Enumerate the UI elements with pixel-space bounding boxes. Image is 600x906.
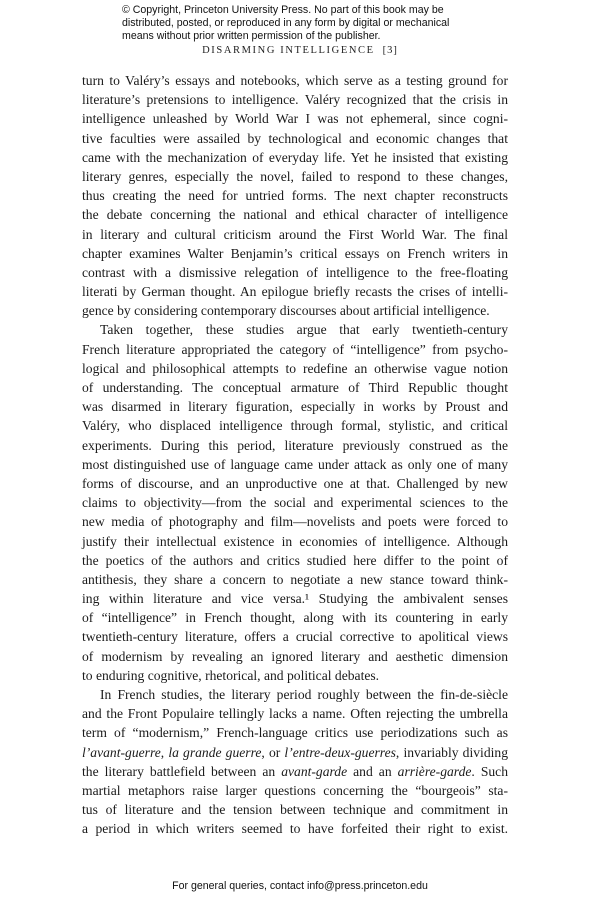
text-line: was disarmed in literary figuration, especially in works by Proust and — [82, 399, 508, 415]
copyright-line: distributed, posted, or reproduced in any form by digital or mechanical — [122, 17, 450, 29]
text-line: most distinguished use of language came under attack as only one of many — [82, 456, 508, 472]
footer-contact: For general queries, contact info@press.princeton.edu — [172, 880, 428, 892]
text-line: of “intelligence” in French thought, along with its countering in early — [82, 610, 508, 626]
text-line: literary genres, especially the novel, failed to respond to these changes, — [82, 168, 508, 184]
text-line: gence by considering contemporary discourses about artificial intelligence. — [82, 303, 490, 319]
text-line: to enduring cognitive, rhetorical, and political debates. — [82, 667, 380, 683]
text-line: French literature appropriated the category of “intelligence” from psycho- — [82, 341, 508, 357]
text-line: intelligence unleashed by World War I was not ephemeral, since cogni- — [82, 111, 508, 127]
text-line: the poetics of the authors and critics studied here differ to the point of — [82, 552, 508, 568]
text-line: logical and philosophical attempts to redefine an otherwise vague notion — [82, 360, 508, 376]
text-line: of modernism by revealing an ignored literary and aesthetic dimension — [82, 648, 508, 664]
copyright-notice — [122, 4, 482, 43]
text-line: Valéry, who displaced intelligence through formal, stylistic, and critical — [82, 418, 508, 434]
text-line: chapter examines Walter Benjamin’s critical essays on French writers in — [82, 245, 508, 261]
text-line: the debate concerning the national and ethical character of intelligence — [82, 207, 508, 223]
copyright-line: © Copyright, Princeton University Press. No part of this book may be — [122, 4, 444, 16]
text-line-italic-periods: l’avant-guerre, la grande guerre, or l’entre-deux-guerres, invariably dividing — [82, 744, 509, 760]
text-line: of understanding. The conceptual armature of Third Republic thought — [82, 380, 508, 395]
copyright-line: means without prior written permission of the publisher. — [122, 30, 381, 42]
text-line: forms of discourse, and an unproductive one at that. Challenged by new — [82, 475, 508, 491]
text-line: turn to Valéry’s essays and notebooks, which serve as a testing ground for — [82, 73, 508, 88]
text-line: literati by German thought. An epilogue briefly recasts the crises of intelli- — [82, 284, 508, 300]
text-line: Taken together, these studies argue that early twentieth-century — [100, 322, 508, 338]
text-line: contrast with a dismissive relegation of intelligence to the free-floating — [82, 264, 508, 280]
paragraph — [82, 685, 508, 839]
text-line: literature’s pretensions to intelligence. Valéry recognized that the crisis in — [82, 92, 508, 108]
text-line: a period in which writers seemed to have forfeited their right to exist. — [82, 821, 508, 837]
paragraph — [82, 320, 508, 685]
text-line-italic-terms: the literary battlefield between an avant-garde and an arrière-garde. Such — [82, 763, 509, 779]
text-line: In French studies, the literary period roughly between the fin-de-siècle — [100, 687, 508, 702]
paragraph — [82, 71, 508, 320]
text-line: tus of literature and the tension between technique and commitment in — [82, 802, 508, 818]
body-text — [82, 71, 508, 839]
running-head-title: DISARMING INTELLIGENCE — [202, 45, 375, 56]
text-line: antithesis, they share a concern to negotiate a new stance toward think- — [82, 571, 508, 587]
text-line: experiments. During this period, literature previously construed as the — [82, 437, 508, 453]
text-line: new media of photography and film—novelists and poets were forced to — [82, 514, 508, 530]
running-head — [0, 45, 600, 56]
text-line: martial metaphors raise larger questions concerning the “bourgeois” sta- — [82, 782, 508, 798]
text-line: tive faculties were assailed by technological and economic changes that — [82, 130, 508, 146]
text-line: justify their intellectual existence in economies of intelligence. Although — [82, 533, 508, 549]
text-line: twentieth-century literature, offers a crucial corrective to apolitical views — [82, 629, 508, 645]
text-line: thus creating the need for untried forms. The next chapter reconstructs — [82, 188, 508, 204]
text-line: came with the mechanization of everyday life. Yet he insisted that existing — [82, 149, 508, 165]
text-line: claims to objectivity—from the social and experimental sciences to the — [82, 495, 508, 511]
text-line: term of “modernism,” French-language critics use periodizations such as — [82, 725, 508, 741]
text-line: in literary and cultural criticism around the First World War. The final — [82, 226, 508, 242]
text-line: ing within literature and vice versa.¹ Studying the ambivalent senses — [82, 591, 508, 607]
text-line: and the Front Populaire tellingly lacks a name. Often rejecting the umbrella — [82, 706, 508, 722]
page-number: [3] — [382, 45, 398, 56]
